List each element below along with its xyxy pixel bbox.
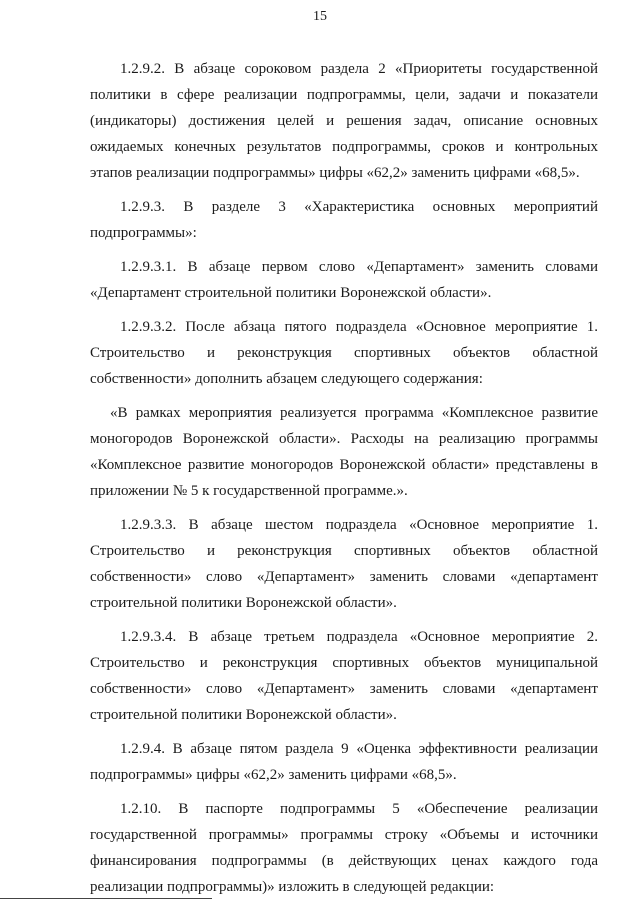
paragraph-1-2-9-3-4: 1.2.9.3.4. В абзаце третьем подраздела «Основное мероприятие 2. Строительство и реконструкция спортивных объектов муниципальной собственности» слово «Департамент» заменить словами «департамент строительной политики Воронежской области». [90, 629, 598, 723]
paragraph-1-2-9-3-3: 1.2.9.3.3. В абзаце шестом подраздела «Основное мероприятие 1. Строительство и реконструкция спортивных объектов областной собственности» слово «Департамент» заменить словами «департамент строительной политики Воронежской области». [90, 517, 598, 611]
paragraph-1-2-9-2: 1.2.9.2. В абзаце сороковом раздела 2 «Приоритеты государственной политики в сфере реализации подпрограммы, цели, задачи и показатели (индикаторы) достижения целей и решения задач, описание основных ожидаемых конечных результатов подпрограммы, сроков и контрольных этапов реализации подпрограммы» цифры «62,2» заменить цифрами «68,5». [90, 61, 598, 181]
document-body [90, 56, 598, 908]
paragraph-1-2-10: 1.2.10. В паспорте подпрограммы 5 «Обеспечение реализации государственной программы» программы строку «Объемы и источники финансирования подпрограммы (в действующих ценах каждого года реализации подпрограммы)» изложить в следующей редакции: [90, 801, 598, 895]
quoted-paragraph: «В рамках мероприятия реализуется программа «Комплексное развитие моногородов Воронежской области». Расходы на реализацию программы «Комплексное развитие моногородов Воронежской области» представлены в приложении № 5 к государственной программе.». [90, 405, 598, 499]
paragraph-1-2-9-3: 1.2.9.3. В разделе 3 «Характеристика основных мероприятий подпрограммы»: [90, 199, 598, 241]
paragraph-1-2-9-3-2: 1.2.9.3.2. После абзаца пятого подраздела «Основное мероприятие 1. Строительство и реконструкция спортивных объектов областной собственности» дополнить абзацем следующего содержания: [90, 319, 598, 387]
paragraph-1-2-9-3-1: 1.2.9.3.1. В абзаце первом слово «Департамент» заменить словами «Департамент строительной политики Воронежской области». [90, 259, 598, 301]
footer-rule [0, 898, 212, 899]
paragraph-1-2-9-4: 1.2.9.4. В абзаце пятом раздела 9 «Оценка эффективности реализации подпрограммы» цифры «62,2» заменить цифрами «68,5». [90, 741, 598, 783]
page-number: 15 [313, 9, 327, 24]
